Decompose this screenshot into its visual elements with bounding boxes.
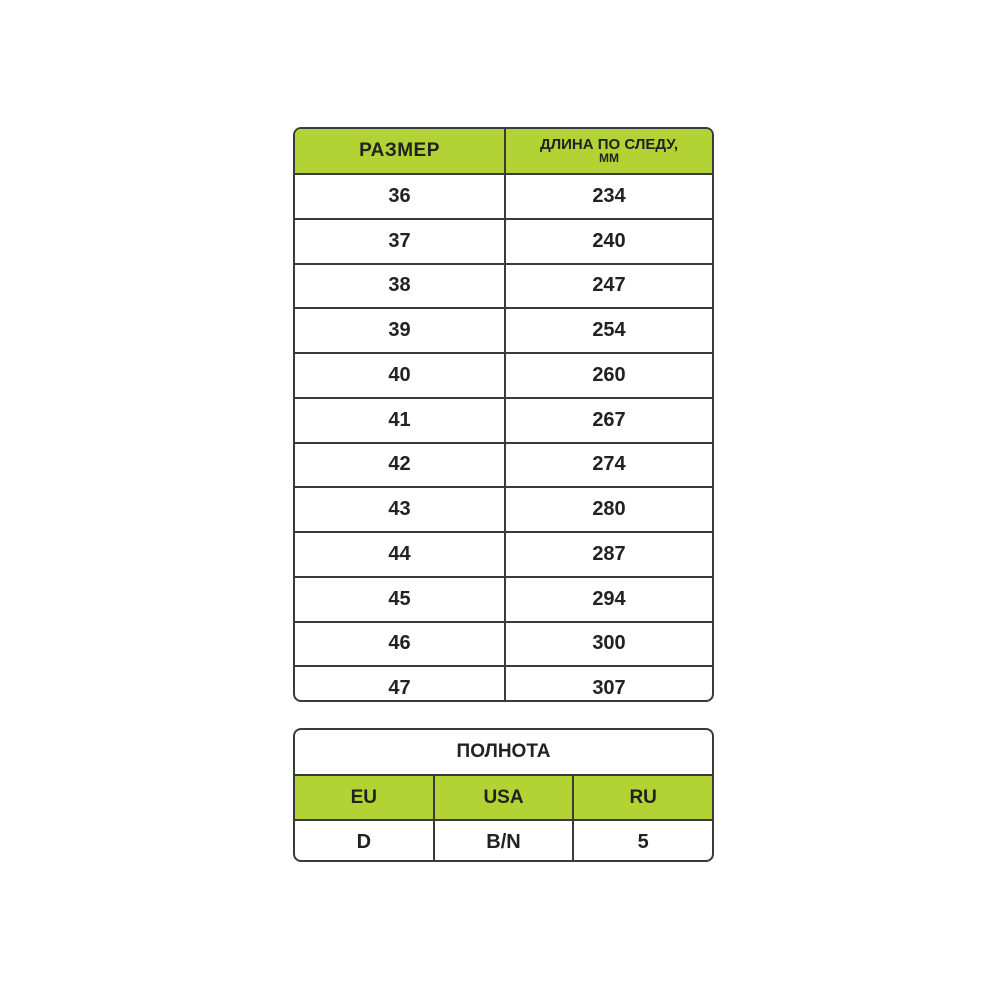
size-cell: 36 [295, 175, 506, 218]
size-column-header: РАЗМЕР [295, 129, 506, 173]
table-row [295, 488, 712, 533]
length-cell: 300 [592, 632, 626, 655]
length-cell: 260 [592, 363, 626, 386]
size-table-body [295, 175, 712, 702]
width-value-eu: D [295, 821, 435, 862]
table-row [295, 175, 712, 220]
width-header-ru: RU [629, 786, 657, 808]
length-cell: 267 [592, 408, 626, 431]
width-value-usa: B/N [435, 821, 575, 862]
width-table-values [295, 821, 712, 862]
length-cell: 254 [592, 319, 626, 342]
size-cell: 46 [295, 623, 506, 666]
length-cell: 280 [592, 498, 626, 521]
length-cell: 247 [592, 274, 626, 297]
length-cell: 307 [592, 677, 626, 700]
width-value-ru: 5 [637, 831, 649, 853]
size-cell: 39 [295, 309, 506, 352]
size-cell: 44 [295, 533, 506, 576]
length-cell: 234 [592, 184, 626, 207]
width-table-header [295, 776, 712, 821]
size-cell: 47 [295, 667, 506, 702]
length-cell: 294 [592, 587, 626, 610]
table-row [295, 578, 712, 623]
table-row [295, 220, 712, 265]
size-cell: 45 [295, 578, 506, 621]
length-header-unit: ММ [599, 151, 619, 165]
size-chart-table [293, 127, 714, 702]
table-row [295, 444, 712, 489]
length-header-line1: ДЛИНА ПО СЛЕДУ, [539, 136, 679, 153]
length-cell: 287 [592, 542, 626, 565]
length-cell: 274 [592, 453, 626, 476]
width-table-title: ПОЛНОТА [295, 730, 712, 776]
table-row [295, 533, 712, 578]
size-table-header [295, 129, 712, 175]
length-column-header [506, 129, 712, 173]
table-row [295, 667, 712, 702]
size-cell: 40 [295, 354, 506, 397]
table-row [295, 354, 712, 399]
width-table [293, 728, 714, 862]
table-row [295, 399, 712, 444]
width-header-usa: USA [435, 776, 575, 819]
table-row [295, 309, 712, 354]
size-cell: 43 [295, 488, 506, 531]
table-row [295, 623, 712, 668]
length-cell: 240 [592, 229, 626, 252]
width-header-eu: EU [295, 776, 435, 819]
size-cell: 38 [295, 265, 506, 308]
table-row [295, 265, 712, 310]
size-cell: 41 [295, 399, 506, 442]
size-cell: 42 [295, 444, 506, 487]
size-cell: 37 [295, 220, 506, 263]
